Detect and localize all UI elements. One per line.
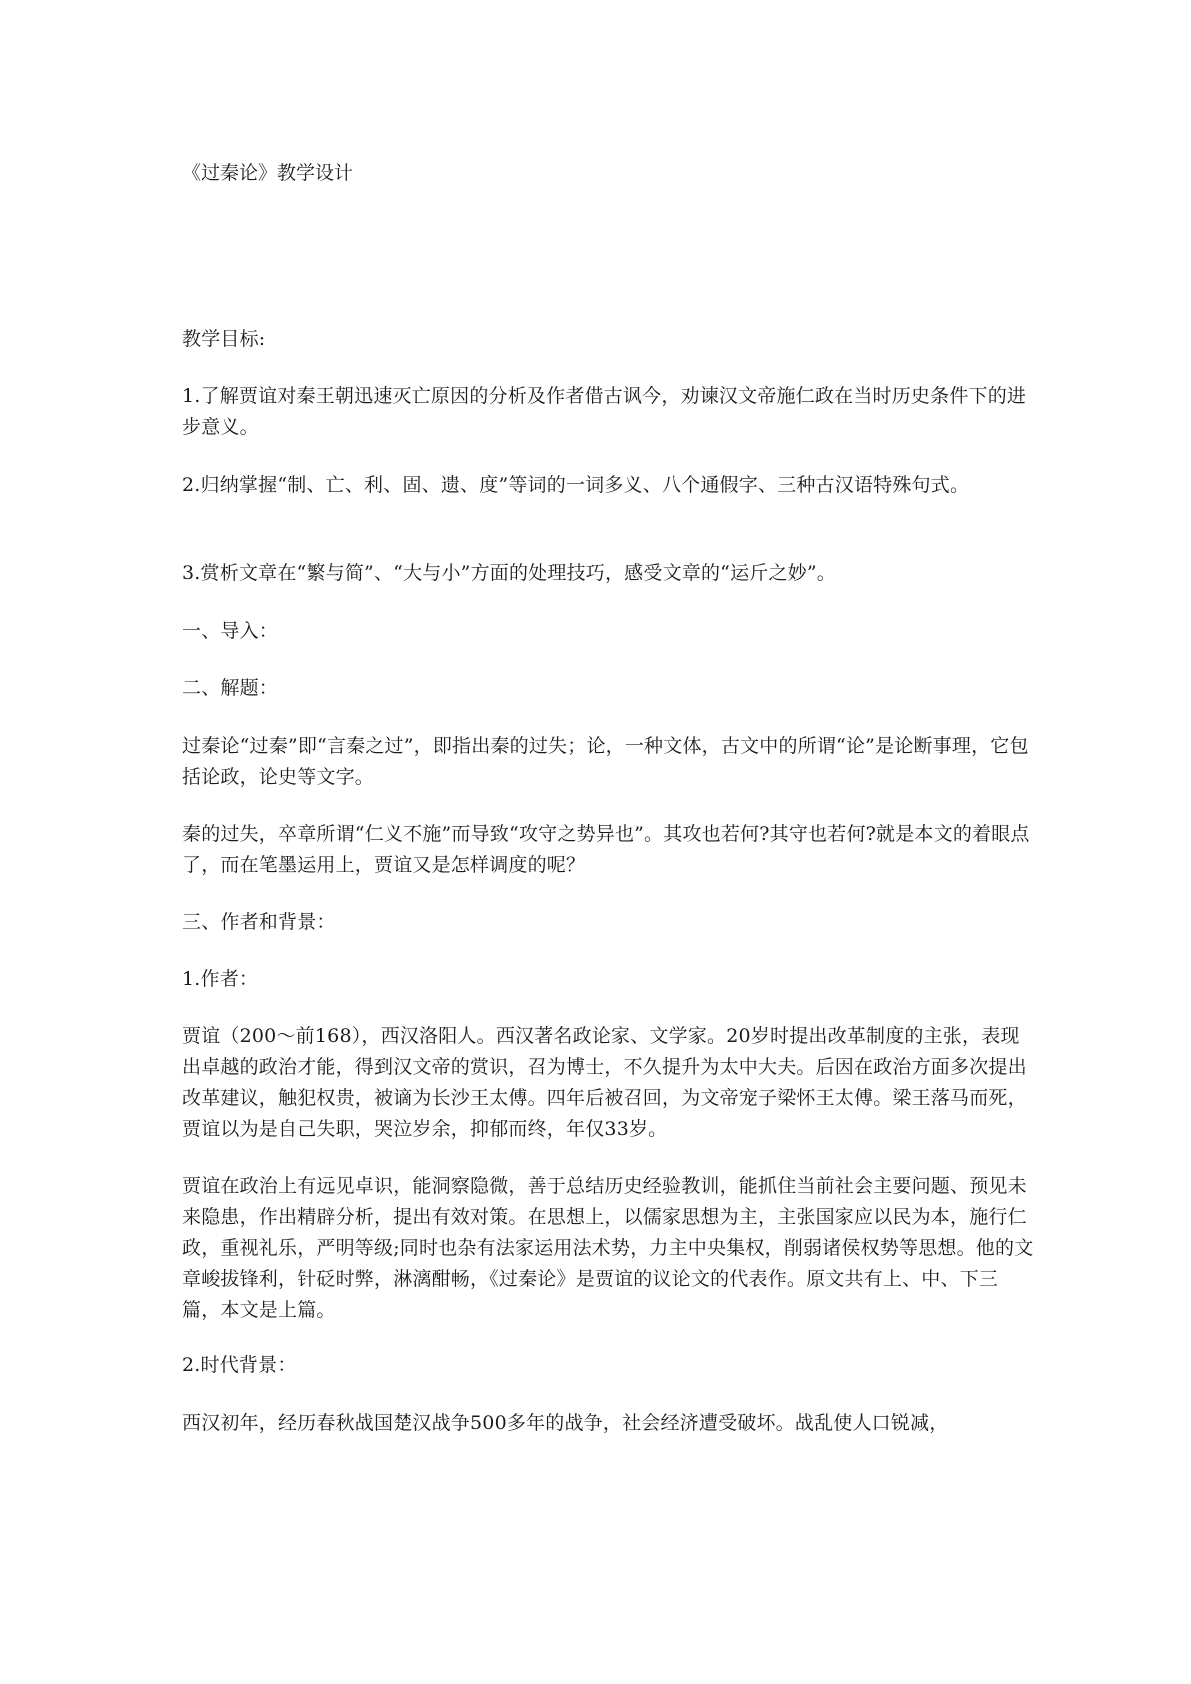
paragraph-title-explanation: 过秦论“过秦”即“言秦之过”，即指出秦的过失；论，一种文体，古文中的所谓“论”是论断事理，它包括论政，论史等文字。 — [182, 735, 1029, 788]
objective-3: 3.赏析文章在“繁与简”、“大与小”方面的处理技巧，感受文章的“运斤之妙”。 — [182, 562, 837, 584]
paragraph-qin-faults: 秦的过失，卒章所谓“仁义不施”而导致“攻守之势异也”。其攻也若何?其守也若何?就是本文的着眼点了，而在笔墨运用上，贾谊又是怎样调度的呢？ — [182, 823, 1030, 876]
objective-1: 1.了解贾谊对秦王朝迅速灭亡原因的分析及作者借古讽今，劝谏汉文帝施仁政在当时历史条件下的进步意义。 — [182, 385, 1027, 438]
paragraph-author-thought: 贾谊在政治上有远见卓识，能洞察隐微，善于总结历史经验教训，能抓住当前社会主要问题、预见未来隐患，作出精辟分析，提出有效对策。在思想上，以儒家思想为主，主张国家应以民为本，施行仁政，重视礼乐，严明等级;同时也杂有法家运用法术势，力主中央集权，削弱诸侯权势等思想。他的文章峻拔锋利，针砭时弊，淋漓酣畅，《过秦论》是贾谊的议论文的代表作。原文共有上、中、下三篇，本文是上篇。 — [182, 1175, 1034, 1321]
section-heading-objectives: 教学目标: — [182, 328, 266, 350]
document-title: 《过秦论》教学设计 — [182, 162, 354, 184]
paragraph-background: 西汉初年，经历春秋战国楚汉战争500多年的战争，社会经济遭受破坏。战乱使人口锐减， — [182, 1412, 949, 1434]
objective-2: 2.归纳掌握“制、亡、利、固、遗、度”等词的一词多义、八个通假字、三种古汉语特殊句式。 — [182, 474, 970, 496]
section-heading-intro: 一、导入： — [182, 620, 279, 642]
subheading-author: 1.作者： — [182, 968, 259, 990]
subheading-background: 2.时代背景： — [182, 1354, 297, 1376]
section-heading-title-explanation: 二、解题： — [182, 677, 279, 699]
section-heading-author-background: 三、作者和背景： — [182, 911, 336, 933]
paragraph-author-bio: 贾谊（200～前168），西汉洛阳人。西汉著名政论家、文学家。20岁时提出改革制度的主张，表现出卓越的政治才能，得到汉文帝的赏识，召为博士，不久提升为太中大夫。后因在政治方面多次提出改革建议，触犯权贵，被谪为长沙王太傅。四年后被召回，为文帝宠子梁怀王太傅。梁王落马而死，贾谊以为是自己失职，哭泣岁余，抑郁而终，年仅33岁。 — [182, 1025, 1027, 1140]
